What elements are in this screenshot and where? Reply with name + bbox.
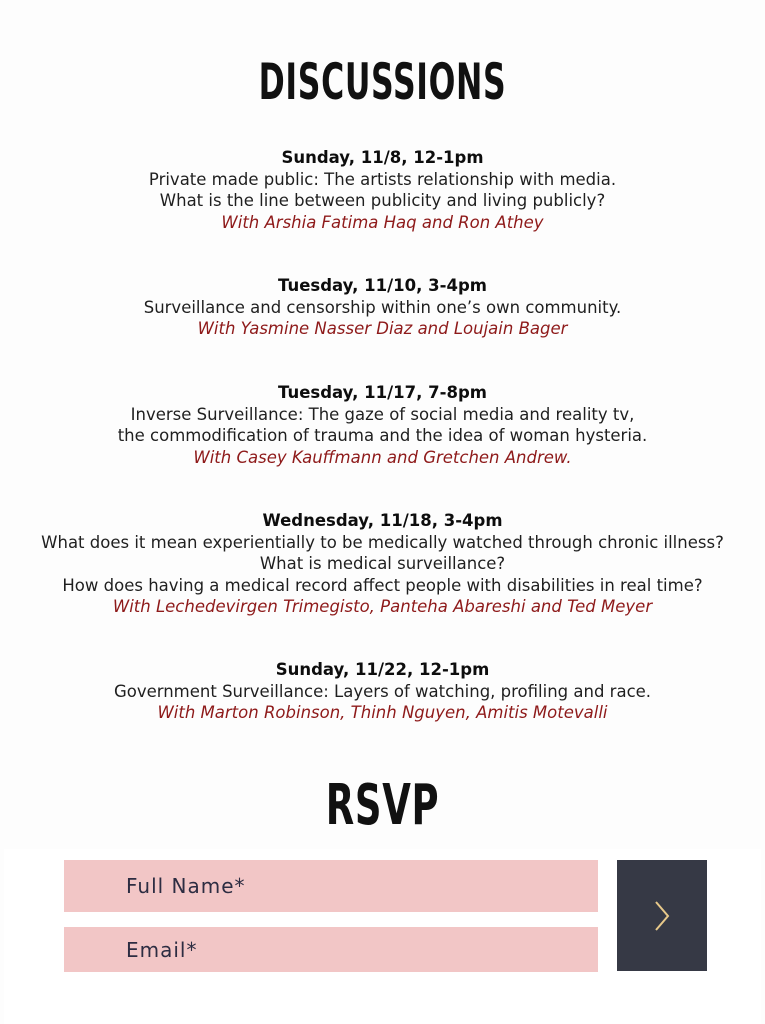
event-item bbox=[0, 382, 765, 468]
email-placeholder: Email* bbox=[126, 937, 198, 962]
event-description: Inverse Surveillance: The gaze of social media and reality tv, bbox=[130, 404, 635, 424]
event-date: Tuesday, 11/17, 7-8pm bbox=[278, 383, 487, 402]
event-date: Sunday, 11/8, 12-1pm bbox=[281, 148, 484, 167]
event-description: How does having a medical record affect people with disabilities in real time? bbox=[62, 575, 703, 595]
event-description: the commodification of trauma and the idea of woman hysteria. bbox=[117, 426, 648, 445]
event-item bbox=[0, 659, 765, 724]
event-panelists: With Casey Kauffmann and Gretchen Andrew. bbox=[193, 447, 572, 467]
event-description: Surveillance and censorship within one’s own community. bbox=[143, 297, 622, 317]
event-panelists: With Marton Robinson, Thinh Nguyen, Amitis Motevalli bbox=[157, 703, 608, 722]
event-item bbox=[0, 510, 765, 618]
full-name-placeholder: Full Name* bbox=[126, 874, 246, 898]
event-date: Wednesday, 11/18, 3-4pm bbox=[262, 511, 503, 530]
event-panelists: With Yasmine Nasser Diaz and Loujain Bager bbox=[197, 319, 568, 338]
event-date: Sunday, 11/22, 12-1pm bbox=[275, 660, 490, 679]
discussions-title: DISCUSSIONS bbox=[258, 53, 507, 111]
submit-button[interactable] bbox=[617, 860, 707, 971]
email-field[interactable] bbox=[64, 927, 598, 972]
event-description: Government Surveillance: Layers of watching, profiling and race. bbox=[113, 681, 652, 701]
event-description: What is medical surveillance? bbox=[259, 554, 506, 573]
chevron-right-icon bbox=[652, 899, 672, 933]
event-description: What is the line between publicity and living publicly? bbox=[159, 191, 606, 210]
event-panelists: With Arshia Fatima Haq and Ron Athey bbox=[221, 212, 544, 232]
event-description: What does it mean experientially to be medically watched through chronic illness? bbox=[41, 532, 724, 552]
rsvp-title: RSVP bbox=[325, 773, 440, 838]
event-item bbox=[0, 147, 765, 233]
event-item bbox=[0, 275, 765, 340]
event-description: Private made public: The artists relationship with media. bbox=[148, 169, 617, 189]
full-name-field[interactable] bbox=[64, 860, 598, 912]
event-panelists: With Lechedevirgen Trimegisto, Panteha Abareshi and Ted Meyer bbox=[112, 597, 653, 616]
event-date: Tuesday, 11/10, 3-4pm bbox=[278, 276, 487, 295]
